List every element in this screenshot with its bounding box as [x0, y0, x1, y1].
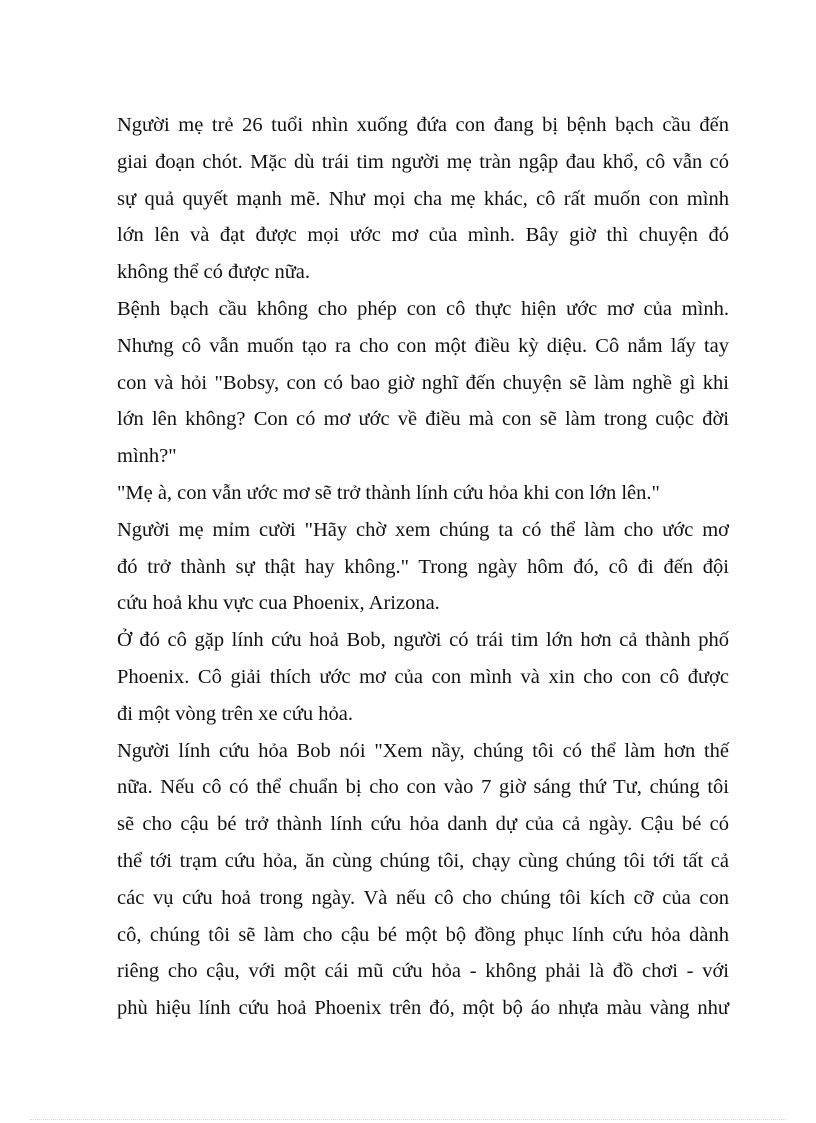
text-line: Nhưng cô vẫn muốn tạo ra cho con một điều kỳ diệu. Cô nắm lấy tay	[117, 334, 729, 357]
text-line: các vụ cứu hoả trong ngày. Và nếu cô cho chúng tôi kích cỡ của con	[117, 886, 729, 909]
text-line: đó trở thành sự thật hay không." Trong ngày hôm đó, cô đi đến đội	[117, 555, 729, 578]
text-line: Phoenix. Cô giải thích ước mơ của con mình và xin cho con cô được	[117, 665, 729, 688]
text-line: "Mẹ à, con vẫn ước mơ sẽ trở thành lính cứu hỏa khi con lớn lên."	[117, 481, 660, 504]
text-line: cô, chúng tôi sẽ làm cho cậu bé một bộ đồng phục lính cứu hỏa dành	[117, 923, 729, 946]
text-line: con và hỏi "Bobsy, con có bao giờ nghĩ đến chuyện sẽ làm nghề gì khi	[117, 371, 729, 394]
text-line: Người lính cứu hỏa Bob nói "Xem nầy, chúng tôi có thể làm hơn thế	[117, 739, 729, 762]
text-line: Bệnh bạch cầu không cho phép con cô thực hiện ước mơ của mình.	[117, 297, 729, 320]
text-line: không thể có được nữa.	[117, 261, 311, 284]
text-line: Ở đó cô gặp lính cứu hoả Bob, người có trái tim lớn hơn cả thành phố	[117, 629, 729, 652]
text-line: lớn lên và đạt được mọi ước mơ của mình. Bây giờ thì chuyện đó	[117, 224, 729, 247]
text-line: riêng cho cậu, với một cái mũ cứu hỏa - không phải là đồ chơi - với	[117, 960, 729, 983]
text-line: nữa. Nếu cô có thể chuẩn bị cho con vào 7 giờ sáng thứ Tư, chúng tôi	[117, 776, 729, 799]
text-line: thể tới trạm cứu hỏa, ăn cùng chúng tôi, chạy cùng chúng tôi tới tất cả	[117, 849, 729, 872]
text-line: Người mẹ mỉm cười "Hãy chờ xem chúng ta có thể làm cho ước mơ	[117, 518, 729, 541]
page-bottom-divider	[30, 1119, 786, 1120]
text-line: Người mẹ trẻ 26 tuổi nhìn xuống đứa con đang bị bệnh bạch cầu đến	[117, 114, 729, 136]
text-line: phù hiệu lính cứu hoả Phoenix trên đó, một bộ áo nhựa màu vàng như	[117, 997, 729, 1020]
text-line: cứu hoả khu vực cua Phoenix, Arizona.	[117, 592, 440, 615]
text-line: mình?"	[117, 445, 177, 468]
text-line: sự quả quyết mạnh mẽ. Như mọi cha mẹ khác, cô rất muốn con mình	[117, 187, 729, 210]
text-line: đi một vòng trên xe cứu hỏa.	[117, 702, 353, 725]
body-text	[117, 107, 729, 1027]
text-line: giai đoạn chót. Mặc dù trái tim người mẹ tràn ngập đau khổ, cô vẫn có	[117, 150, 729, 173]
text-line: sẽ cho cậu bé trở thành lính cứu hỏa danh dự của cả ngày. Cậu bé có	[117, 813, 729, 836]
text-line: lớn lên không? Con có mơ ước về điều mà con sẽ làm trong cuộc đời	[117, 408, 729, 431]
